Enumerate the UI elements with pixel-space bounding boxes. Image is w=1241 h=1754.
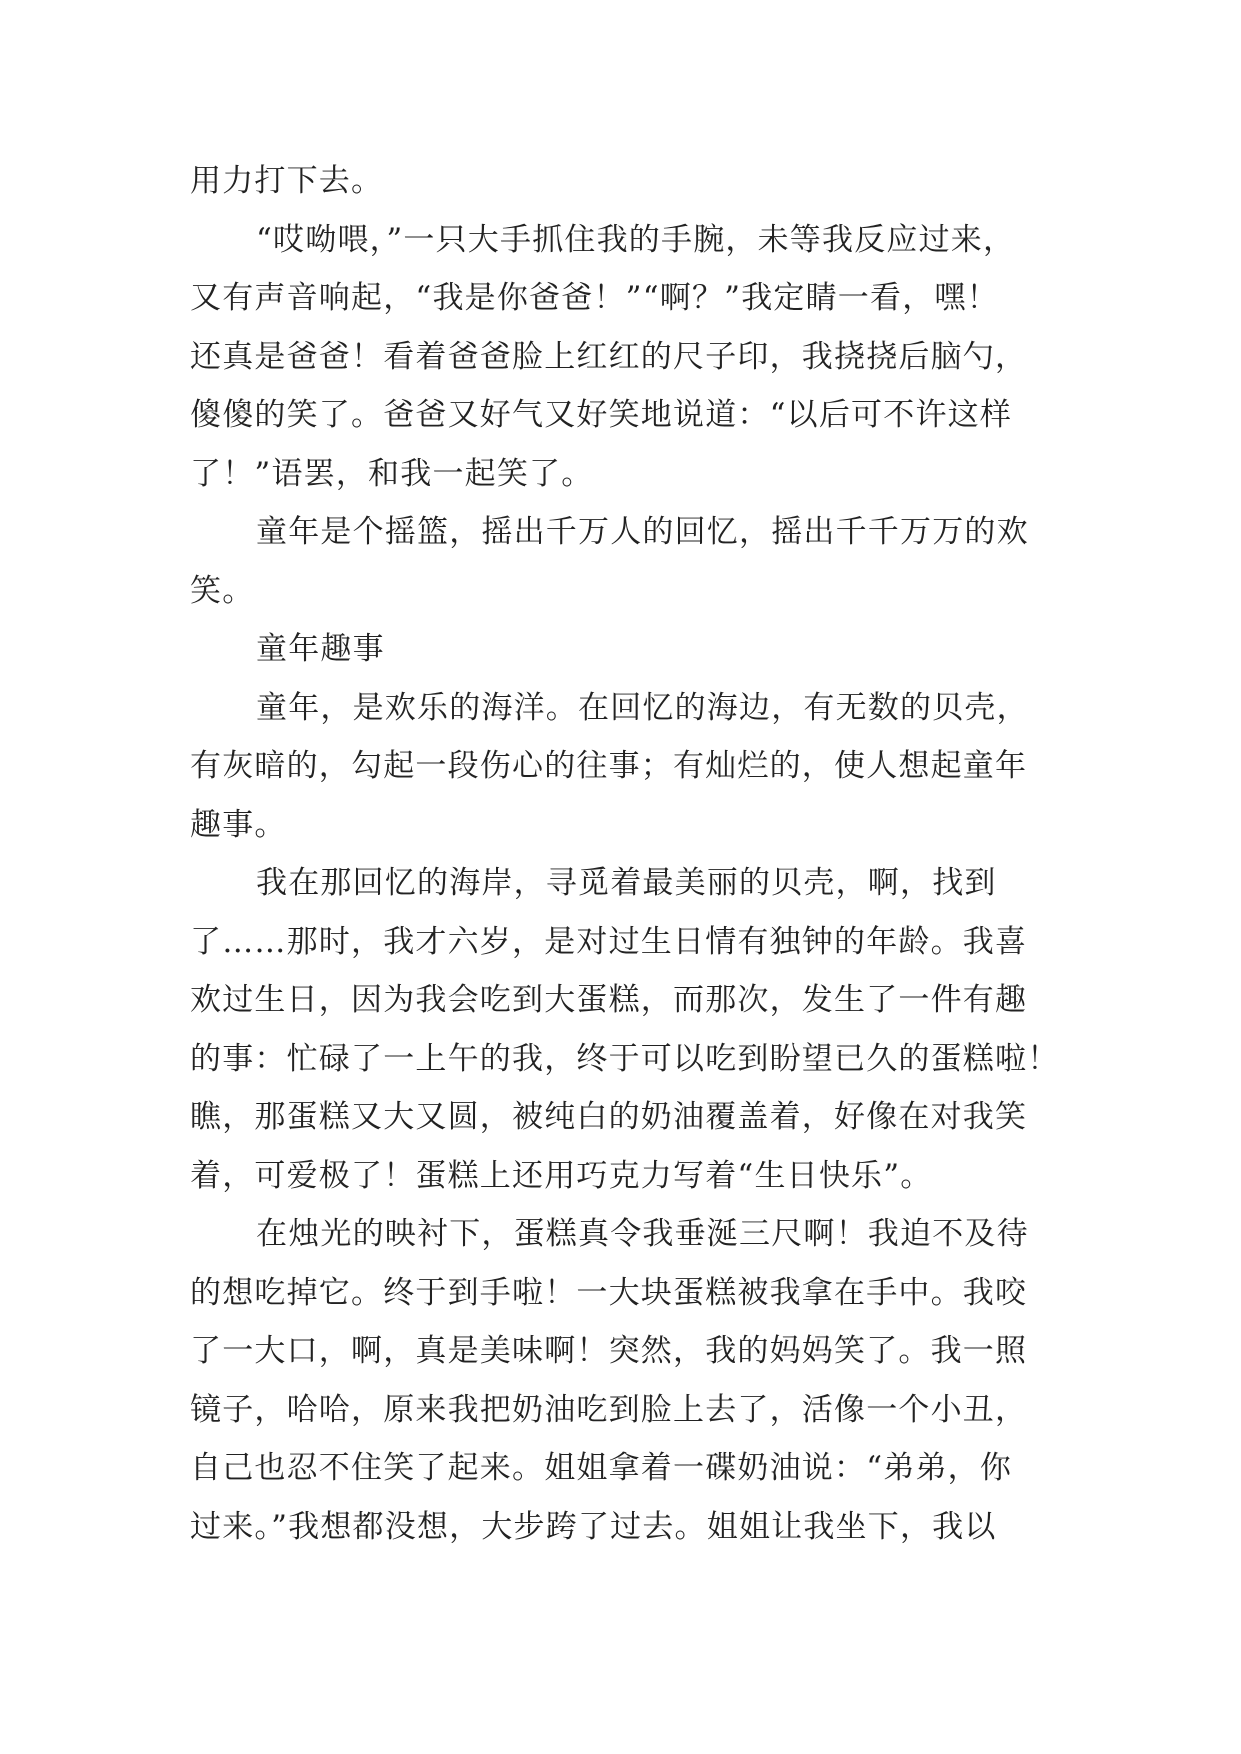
text-line: 着，可爱极了！蛋糕上还用巧克力写着“生日快乐”。 (190, 1157, 933, 1194)
text-line: 童年，是欢乐的海洋。在回忆的海边，有无数的贝壳， (256, 689, 1029, 726)
text-line: 自己也忍不住笑了起来。姐姐拿着一碟奶油说：“弟弟，你 (190, 1450, 1013, 1486)
text-line: “哎呦喂，”一只大手抓住我的手腕，未等我反应过来， (256, 221, 1016, 258)
text-line: 欢过生日，因为我会吃到大蛋糕，而那次，发生了一件有趣 (190, 982, 1028, 1018)
text-line: 瞧，那蛋糕又大又圆，被纯白的奶油覆盖着，好像在对我笑 (190, 1099, 1028, 1135)
section-title: 童年趣事 (256, 631, 385, 667)
text-line: 了！”语罢，和我一起笑了。 (190, 455, 594, 492)
text-line: 用力打下去。 (190, 163, 384, 199)
text-line: 童年是个摇篮，摇出千万人的回忆，摇出千千万万的欢 (256, 514, 1029, 550)
text-line: 傻傻的笑了。爸爸又好气又好笑地说道：“以后可不许这样 (190, 397, 1013, 433)
document-body (190, 152, 1070, 1556)
text-line: 的事：忙碌了一上午的我，终于可以吃到盼望已久的蛋糕啦！ (190, 1040, 1060, 1077)
text-line: 的想吃掉它。终于到手啦！一大块蛋糕被我拿在手中。我咬 (190, 1274, 1028, 1311)
text-line: 我在那回忆的海岸，寻觅着最美丽的贝壳，啊，找到 (256, 865, 997, 901)
text-line: 还真是爸爸！看着爸爸脸上红红的尺子印，我挠挠后脑勺， (190, 338, 1028, 375)
text-line: 在烛光的映衬下，蛋糕真令我垂涎三尺啊！我迫不及待 (256, 1216, 1029, 1252)
text-line: 有灰暗的，勾起一段伤心的往事；有灿烂的，使人想起童年 (190, 748, 1028, 784)
text-line: 了……那时，我才六岁，是对过生日情有独钟的年龄。我喜 (190, 923, 1028, 960)
text-line: 又有声音响起，“我是你爸爸！”“啊？”我定睛一看，嘿！ (190, 280, 999, 316)
text-line: 过来。”我想都没想，大步跨了过去。姐姐让我坐下，我以 (190, 1508, 997, 1545)
text-line: 趣事。 (190, 806, 287, 843)
text-line: 了一大口，啊，真是美味啊！突然，我的妈妈笑了。我一照 (190, 1333, 1028, 1369)
text-line: 笑。 (190, 572, 255, 609)
text-line: 镜子，哈哈，原来我把奶油吃到脸上去了，活像一个小丑， (190, 1391, 1028, 1428)
